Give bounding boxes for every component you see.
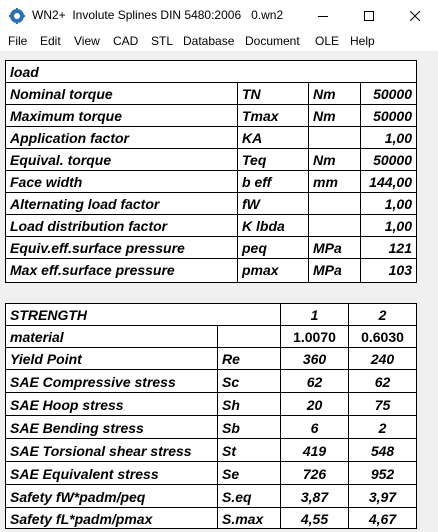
window-title: WN2+ Involute Splines DIN 5480:2006 0.wn2 [32,8,284,22]
wn2-app-icon [9,8,25,24]
strength-value-1: 360 [302,351,327,367]
load-unit: Nm [313,152,336,168]
strength-symbol: Sc [222,374,240,390]
document-panel [0,51,438,532]
strength-value-2: 4,67 [368,511,397,527]
strength-symbol: S.eq [222,489,252,505]
menu-view[interactable]: View [74,34,100,48]
load-unit: Nm [313,108,336,124]
strength-value-1: 3,87 [300,489,329,505]
minimize-button[interactable] [300,0,346,31]
load-value: 1,00 [384,196,412,212]
maximize-button[interactable] [346,0,392,31]
load-label: Load distribution factor [10,218,168,234]
strength-col2-header: 2 [378,307,387,323]
strength-symbol: St [222,443,236,459]
load-symbol: Tmax [242,108,279,124]
menu-document[interactable]: Document [245,34,300,48]
load-symbol: b eff [242,174,272,190]
load-label: Application factor [10,130,130,146]
strength-value-1: 419 [302,443,327,459]
load-value: 144,00 [369,174,412,190]
strength-value-2: 240 [370,351,395,367]
load-label: Equival. torque [10,152,112,168]
load-symbol: peq [242,240,267,256]
load-unit: mm [313,174,338,190]
strength-value-1: 20 [306,397,323,413]
strength-symbol: Sh [222,397,240,413]
strength-label: SAE Compressive stress [10,374,176,390]
menu-help[interactable]: Help [350,34,375,48]
load-symbol: pmax [242,262,279,278]
strength-symbol: Re [222,351,240,367]
strength-value-1: 62 [306,374,323,390]
menu-ole[interactable]: OLE [315,34,340,48]
maximize-icon [364,11,374,21]
menu-edit[interactable]: Edit [40,34,61,48]
strength-value-1: 6 [310,420,319,436]
load-label: Nominal torque [10,86,113,102]
strength-value-2: 75 [374,397,391,413]
load-label: Alternating load factor [10,196,160,212]
load-value: 1,00 [384,218,412,234]
load-label: Max eff.surface pressure [10,262,175,278]
menu-database[interactable]: Database [183,34,235,48]
load-symbol: fW [242,196,260,212]
load-value: 121 [388,240,412,256]
load-unit: Nm [313,86,336,102]
load-label: Face width [10,174,83,190]
strength-header: STRENGTH [10,307,87,323]
strength-value-1: 1.0070 [293,329,336,345]
strength-symbol: S.max [222,511,264,527]
load-value: 50000 [373,152,412,168]
load-symbol: K lbda [242,218,285,234]
strength-value-2: 3,97 [368,489,397,505]
load-value: 50000 [373,86,412,102]
menu-bar [0,31,438,51]
load-value: 103 [388,262,412,278]
strength-label: SAE Torsional shear stress [10,443,192,459]
strength-value-2: 62 [374,374,391,390]
strength-label: Yield Point [10,351,82,367]
title-bar [0,0,438,31]
close-icon [410,11,420,21]
load-unit: MPa [313,262,342,278]
strength-value-2: 2 [378,420,387,436]
load-label: Maximum torque [10,108,123,124]
strength-value-2: 952 [370,466,395,482]
strength-label: SAE Equivalent stress [10,466,159,482]
strength-label: material [10,329,64,345]
strength-value-2: 548 [370,443,395,459]
load-symbol: TN [242,86,261,102]
load-unit: MPa [313,240,342,256]
load-value: 50000 [373,108,412,124]
vertical-scrollbar[interactable] [424,51,438,532]
strength-col1-header: 1 [310,307,319,323]
strength-table [5,303,417,529]
load-symbol: Teq [242,152,267,168]
strength-label: Safety fW*padm/peq [10,489,146,505]
strength-label: SAE Hoop stress [10,397,124,413]
strength-label: SAE Bending stress [10,420,144,436]
strength-symbol: Sb [222,420,240,436]
load-symbol: KA [242,130,263,146]
minimize-icon [318,11,328,21]
load-value: 1,00 [384,130,412,146]
strength-symbol: Se [222,466,240,482]
menu-file[interactable]: File [8,34,28,48]
close-button[interactable] [392,0,438,31]
load-header: load [10,64,39,80]
strength-label: Safety fL*padm/pmax [10,511,153,527]
strength-value-2: 0.6030 [361,329,404,345]
menu-stl[interactable]: STL [151,34,174,48]
strength-value-1: 4,55 [300,511,329,527]
load-label: Equiv.eff.surface pressure [10,240,185,256]
load-table [5,60,417,283]
menu-cad[interactable]: CAD [113,34,139,48]
strength-value-1: 726 [302,466,327,482]
